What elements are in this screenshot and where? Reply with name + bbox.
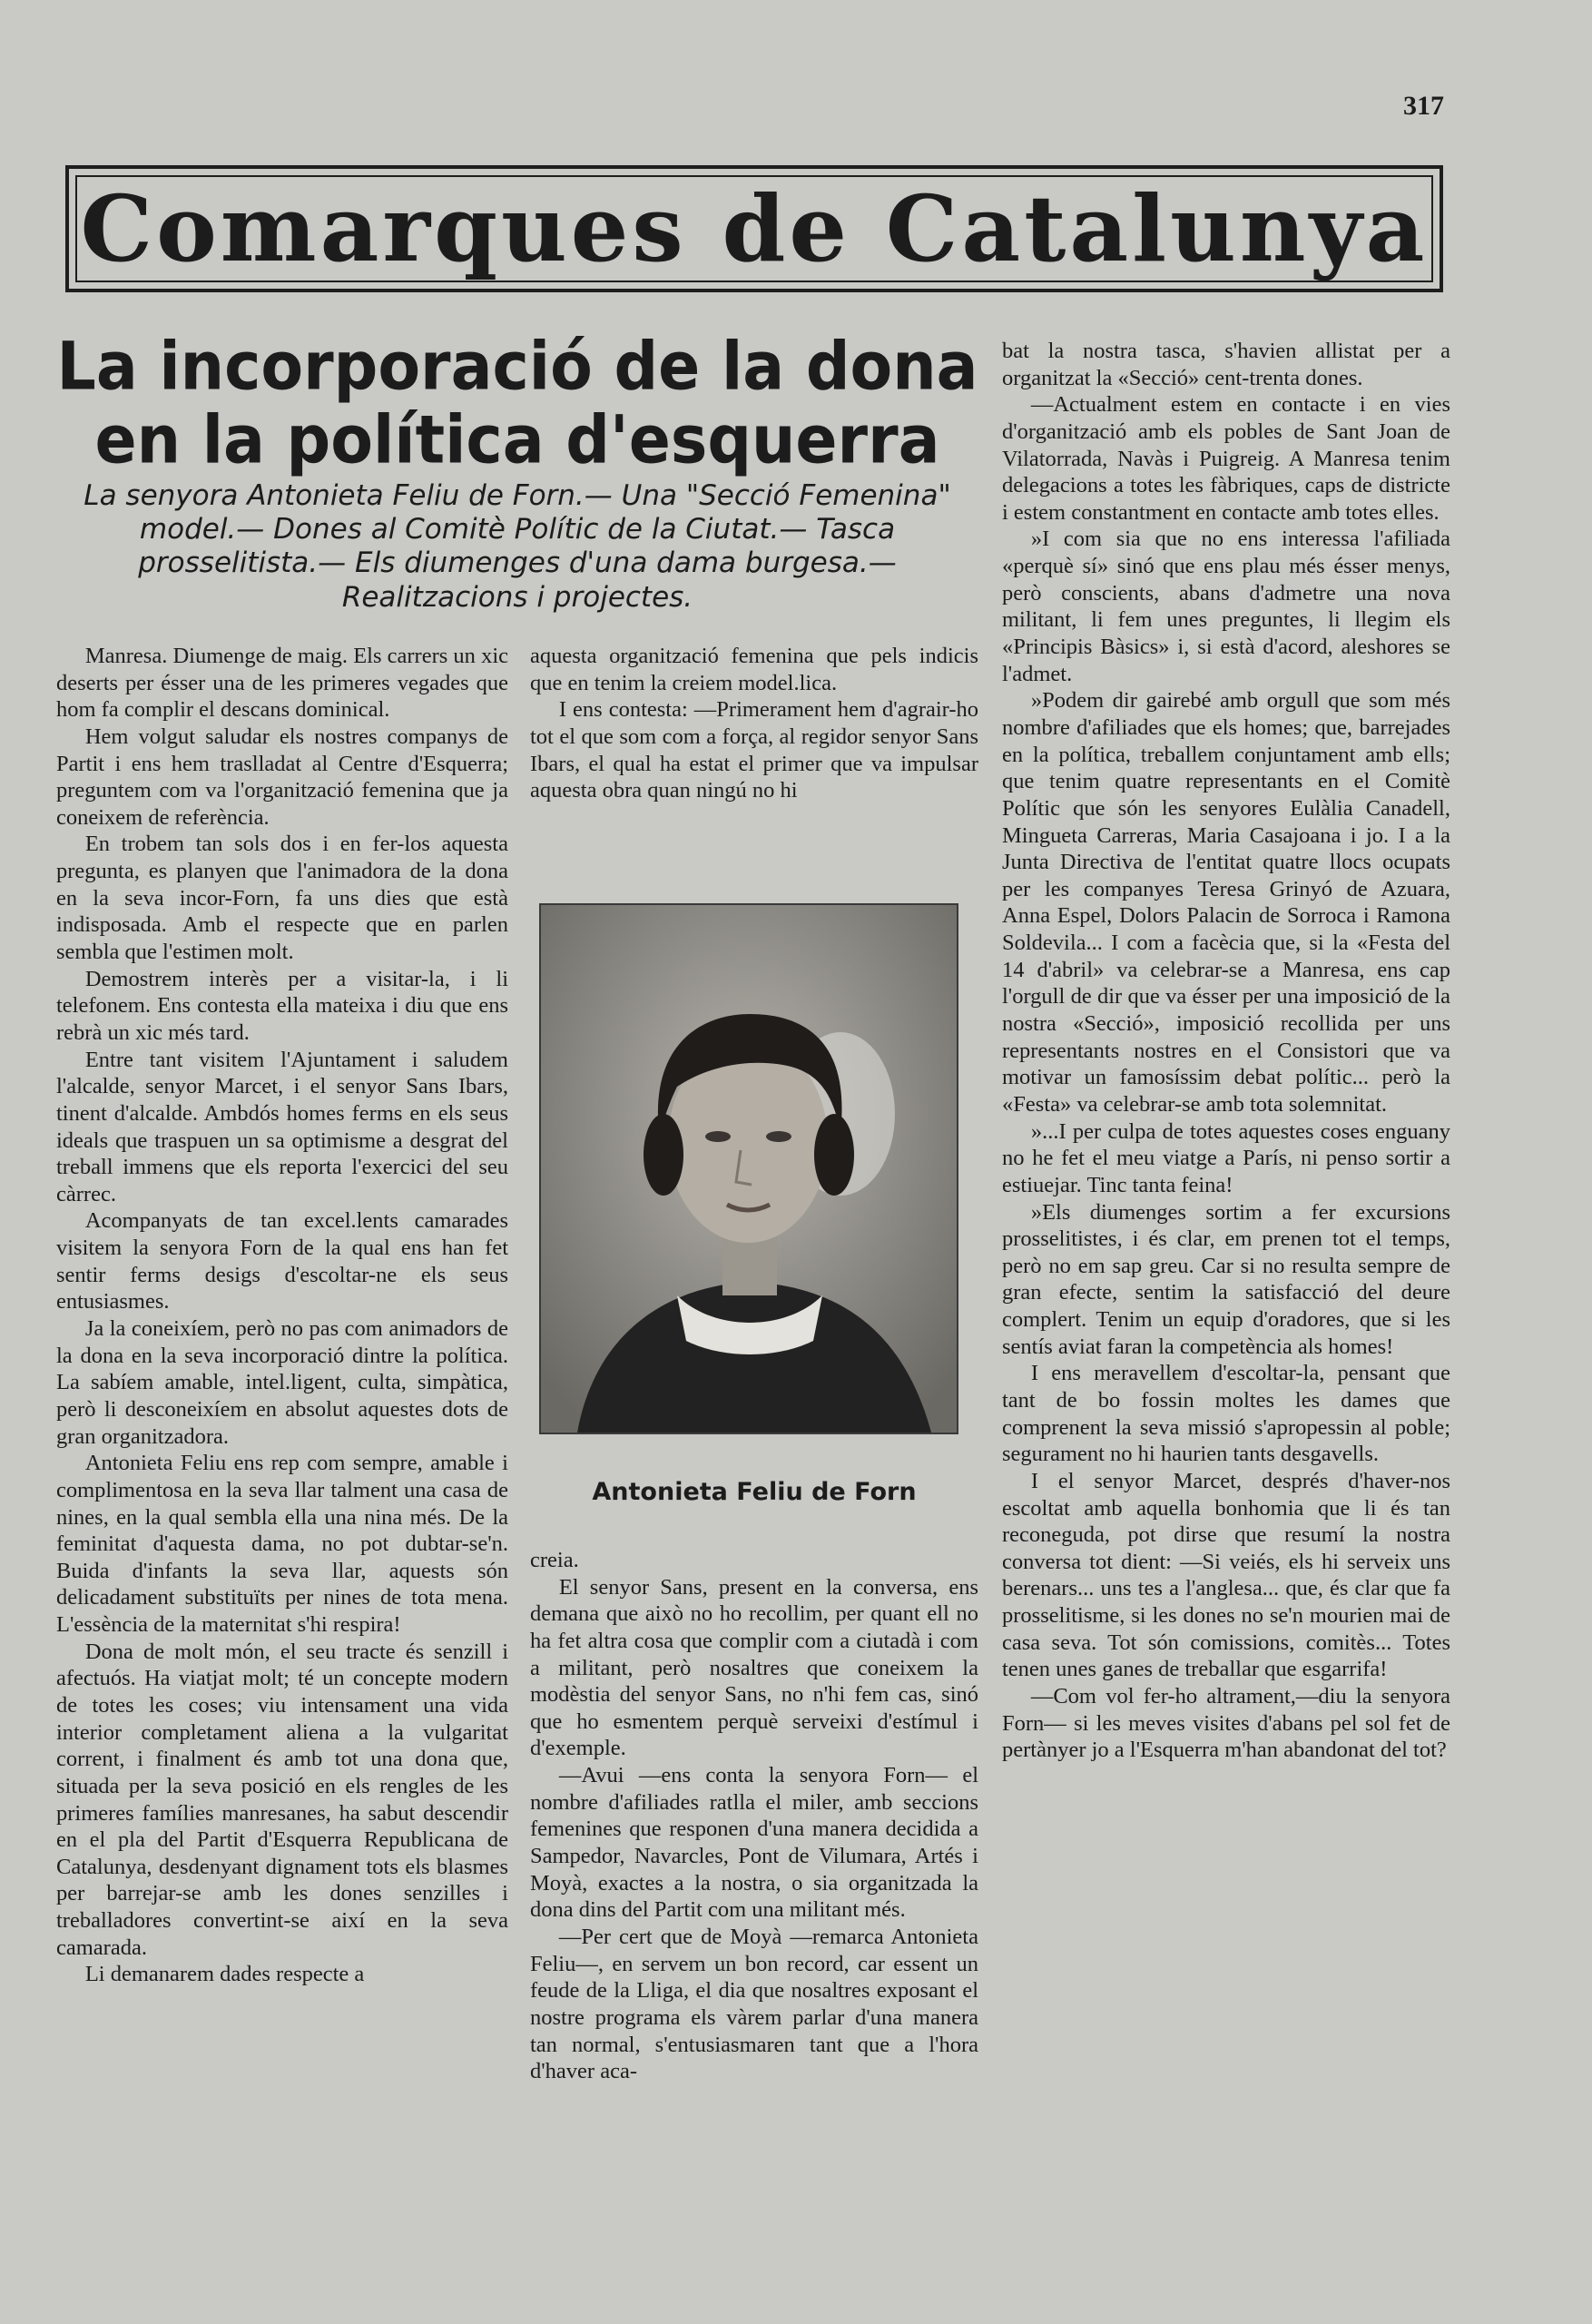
paragraph: I ens meravellem d'escoltar-la, pensant que tant de bo fossin moltes les dames que comprenent la seva missió s'apropessin al poble; segurament no hi haurien tants desgavells. <box>1002 1361 1450 1467</box>
article-subheadline: La senyora Antonieta Feliu de Forn.— Una "Secció Femenina" model.— Dones al Comitè Polític de la Ciutat.— Tasca prosselitista.— Els diumenges d'una dama burgesa.— Realitzacions i projectes. <box>84 479 951 614</box>
paragraph: El senyor Sans, present en la conversa, ens demana que això no ho recollim, per quant ell no ha fet altra cosa que complir com a ciutadà i com a militant, però nosaltres que coneixem la modèstia del senyor Sans, no n'hi fem cas, sinó que ho esmentem perquè serveixi d'estímul i d'exemple. <box>530 1574 978 1761</box>
portrait-image <box>541 905 957 1433</box>
portrait-photo <box>539 903 958 1434</box>
paragraph: Hem volgut saludar els nostres companys de Partit i ens hem traslladat al Centre d'Esquerra; preguntem com va l'organització femenina que ja coneixem de referència. <box>56 724 508 830</box>
paragraph: En trobem tan sols dos i en fer-los aquesta pregunta, es planyen que l'animadora de la dona en la seva incor-Forn, fa uns dies que està indisposada. Amb el respecte que en parlen sembla que l'estimen molt. <box>56 832 508 965</box>
paragraph: creia. <box>530 1548 579 1572</box>
paragraph: Li demanarem dades respecte a <box>84 1962 365 1987</box>
paragraph: »...I per culpa de totes aquestes coses enguany no he fet el meu viatge a París, ni penso sortir a estiuejar. Tinc tanta feina! <box>1002 1118 1450 1197</box>
paragraph: Antonieta Feliu ens rep com sempre, amable i complimentosa en la seva llar talment una casa de nines, en la qual sembla ella una nina més. De la feminitat d'aquesta dama, no pot dubtar-se'n. Buida d'infants la seva llar, aquests són delicadament substituïts per nines de tota mena. L'essència de la maternitat s'hi respira! <box>56 1451 508 1638</box>
article-headline: La incorporació de la dona en la política d'esquerra <box>56 328 978 479</box>
paragraph: »I com sia que no ens interessa l'afiliada «perquè sí» sinó que ens plau més ésser menys, però conscients, abans d'admetre una nova militant, li fem unes preguntes, li llegim els «Principis Bàsics» i, si està d'acord, aleshores se l'admet. <box>1002 527 1450 686</box>
page-number: 317 <box>1403 91 1444 121</box>
paragraph: I el senyor Marcet, després d'haver-nos escoltat amb aquella bonhomia que li és tan reconeguda, pot dirse que resumí la nostra conversa tot dient: —Si veiés, els hi serveix uns berenars... uns tes a l'anglesa... que, és clar que fa prosselitisme, si les dones no se'n mourien mai de casa seva. Tot són comissions, comitès... Totes tenen unes ganes de treballar que esgarrifa! <box>1002 1468 1450 1682</box>
photo-caption: Antonieta Feliu de Forn <box>592 1478 917 1506</box>
paragraph: bat la nostra tasca, s'havien allistat per a organitzat la «Secció» cent-trenta dones. <box>1002 339 1450 390</box>
paragraph: —Avui —ens conta la senyora Forn— el nombre d'afiliades ratlla el miler, amb seccions femenines que responen d'una manera decidida a Sampedor, Navarcles, Pont de Vilumara, Artés i Moyà, exactes a la nostra, o sia organitzada la dona dins del Partit com una militant més. <box>530 1763 978 1923</box>
paragraph: —Per cert que de Moyà —remarca Antonieta Feliu—, en servem un bon record, car essent un feude de la Lliga, el dia que nosaltres exposant el nostre programa els vàrem parlar d'una manera tan normal, s'entusiasmaren tant que a l'hora d'haver aca- <box>530 1924 978 2084</box>
paragraph: —Actualment estem en contacte i en vies d'organització amb els pobles de Sant Joan de Vilatorrada, Navàs i Puigreig. A Manresa tenim delegacions a totes les fàbriques, caps de districte i estem constantment en contacte amb totes elles. <box>1002 392 1450 525</box>
paragraph: Acompanyats de tan excel.lents camarades visitem la senyora Forn de la qual ens han fet sentir ferms desigs d'escoltar-ne els seus entusiasmes. <box>56 1208 508 1315</box>
text-column-2-bottom <box>530 1547 978 2085</box>
paragraph: Dona de molt món, el seu tracte és senzill i afectuós. Ha viatjat molt; té un concepte modern de totes les coses; viu intensament una vida interior completament aliena a la vulgaritat corrent, i finalment és amb tot una dona que, situada per la seva posició en els rengles de les primeres famílies manresanes, ha sabut descendir en el pla del Partit d'Esquerra Republicana de Catalunya, desdenyant dignament tots els blasmes per barrejar-se amb les dones senzilles i treballadores convertint-se així en la seva camarada. <box>56 1639 508 1960</box>
section-banner <box>65 165 1443 292</box>
text-column-2-top <box>530 643 978 804</box>
paragraph: Ja la coneixíem, però no pas com animadors de la dona en la seva incorporació dintre la política. La sabíem amable, intel.ligent, culta, simpàtica, però li desconeixíem en absolut aquestes dots de gran organitzadora. <box>56 1316 508 1449</box>
paragraph: Demostrem interès per a visitar-la, i li telefonem. Ens contesta ella mateixa i diu que ens rebrà un xic més tard. <box>56 966 508 1045</box>
paragraph: —Com vol fer-ho altrament,—diu la senyora Forn— si les meves visites d'abans pel sol fet de pertànyer jo a l'Esquerra m'han abandonat del tot? <box>1002 1684 1450 1763</box>
paragraph: Manresa. Diumenge de maig. Els carrers un xic deserts per ésser una de les primeres vegades que hom fa complir el descans dominical. <box>56 644 508 723</box>
paragraph: »Els diumenges sortim a fer excursions prosselitistes, i és clar, em prenen tot el temps, però no em sap greu. Car si no resulta sempre de gran efecte, sentim la satisfacció del deure complert. Tenim un equip d'oradores, que si les sentís aviat faran la competència als homes! <box>1002 1199 1450 1359</box>
text-column-1 <box>56 643 508 1988</box>
text-column-3 <box>1002 338 1450 1764</box>
paragraph: I ens contesta: —Primerament hem d'agrair-ho tot el que som com a força, al regidor senyor Sans Ibars, el qual ha estat el primer que va impulsar aquesta obra quan ningú no hi <box>530 697 978 803</box>
paragraph: »Podem dir gairebé amb orgull que som més nombre d'afiliades que els homes; que, barrejades en la política, treballem conjuntament amb ells; que tenim quatre representants en el Comitè Polític que són les senyores Eulàlia Canadell, Mingueta Carreras, Maria Casajoana i jo. I a la Junta Directiva de l'entitat quatre llocs ocupats per les companyes Teresa Grinyó de Azuara, Anna Espel, Dolors Palacin de Sorroca i Ramona Soldevila... I com a facècia que, si la «Festa del 14 d'abril» va celebrar-se a Manresa, ens cap l'orgull de dir que va ésser per una imposició de la nostra «Secció», imposició recollida per uns representants nostres en el Consistori que va motivar un famosíssim debat polític... però la «Festa» va celebrar-se amb tota solemnitat. <box>1002 688 1450 1117</box>
paragraph: Entre tant visitem l'Ajuntament i saludem l'alcalde, senyor Marcet, i el senyor Sans Ibars, tinent d'alcalde. Ambdós homes ferms en els seus ideals que traspuen un sa optimisme a desgrat del treball immens que els reporta l'exercici del seu càrrec. <box>56 1047 508 1206</box>
section-title: Comarques de Catalunya <box>80 175 1429 282</box>
paragraph: aquesta organització femenina que pels indicis que en tenim la creiem model.lica. <box>530 644 978 695</box>
